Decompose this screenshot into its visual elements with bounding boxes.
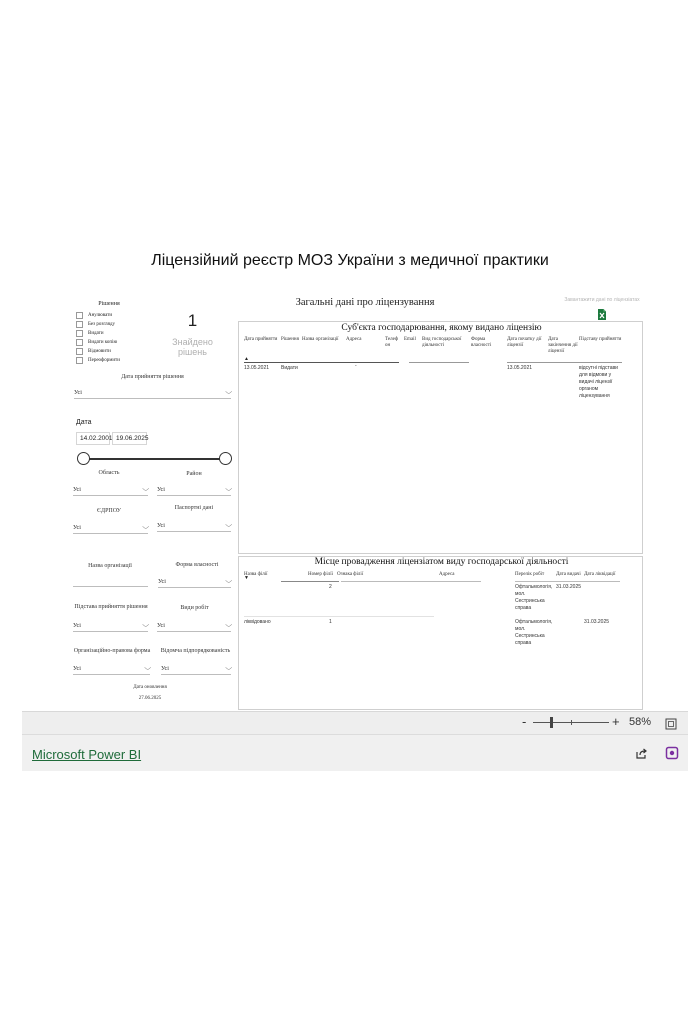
checkbox[interactable] — [76, 321, 83, 328]
date-range-label: Дата — [76, 419, 92, 426]
licensee-table-panel — [238, 321, 643, 554]
col-header-branch-number[interactable]: Номер філії — [308, 572, 334, 577]
chevron-down-icon: ⌵ — [224, 664, 232, 672]
date-slider-start-handle[interactable] — [77, 452, 90, 465]
oblast-dropdown[interactable]: Усі ⌵ — [73, 484, 148, 496]
cell-date: 13.05.2021 — [244, 365, 270, 371]
work-type-dropdown[interactable]: Усі ⌵ — [157, 620, 231, 632]
zoom-out-button[interactable]: - — [522, 714, 527, 729]
share-icon[interactable] — [635, 747, 648, 765]
col-header-branch-name[interactable]: Назва філії — [244, 572, 268, 577]
header-underline — [341, 581, 481, 582]
ownership-dropdown[interactable]: Усі ⌵ — [158, 576, 231, 588]
place-table-title: Місце провадження ліцензіатом виду господарської діяльності — [314, 557, 569, 567]
checkbox[interactable] — [76, 357, 83, 364]
cell-works: Офтальмологія, мол. Сестринська справа — [515, 584, 553, 611]
col-header-org-name[interactable]: Назва організації — [302, 337, 339, 342]
cell-branch-name: ліквідовано — [244, 619, 271, 625]
col-header-date[interactable]: Дата прийняття — [244, 337, 278, 342]
section-title: Загальні дані про ліцензування — [295, 297, 435, 308]
chevron-down-icon: ⌵ — [143, 664, 151, 672]
header-underline — [409, 362, 469, 363]
header-underline — [281, 581, 339, 582]
subordination-dropdown[interactable]: Усі ⌵ — [161, 663, 231, 675]
chevron-down-icon: ⌵ — [224, 485, 232, 493]
basis-label: Підстава прийняття рішення — [74, 604, 148, 610]
checkbox[interactable] — [76, 348, 83, 355]
col-header-email[interactable]: Email — [404, 337, 416, 342]
chevron-down-icon: ⌵ — [141, 621, 149, 629]
edrpou-label: ЄДРПОУ — [97, 508, 121, 514]
ownership-label: Форма власності — [175, 562, 219, 568]
decision-option-no-review[interactable]: Без розгляду — [76, 321, 115, 328]
download-data-label[interactable]: Завантажити дані по ліцензіатах — [564, 297, 640, 303]
zoom-in-button[interactable]: + — [612, 714, 620, 729]
oblast-label: Область — [98, 470, 120, 476]
decision-filter-title: Рішення — [98, 301, 120, 307]
cell-basis: відсутні підстави для відмови у видачі ліцензії органом ліцензування — [579, 365, 618, 399]
basis-dropdown[interactable]: Усі ⌵ — [73, 620, 148, 632]
col-header-decision[interactable]: Рішення — [281, 337, 299, 342]
chevron-down-icon: ⌵ — [141, 485, 149, 493]
update-date-value: 27.06.2025 — [138, 696, 162, 701]
cell-liquidation-date: 31.03.2025 — [584, 619, 610, 625]
col-header-issue-date[interactable]: Дата видачі — [556, 572, 581, 577]
checkbox[interactable] — [76, 339, 83, 346]
cell-start-date: 13.05.2021 — [507, 365, 533, 371]
date-to-input[interactable]: 19.06.2025 — [112, 432, 147, 445]
col-header-start-date[interactable]: Дата початку дії ліцензії — [507, 337, 542, 348]
date-from-input[interactable]: 14.02.2001 — [76, 432, 110, 445]
row-divider — [244, 616, 434, 617]
header-underline — [515, 581, 620, 582]
raion-label: Район — [186, 471, 202, 477]
decision-option-issue[interactable]: Видати — [76, 330, 104, 337]
licensee-table-title: Суб'єкта господарювання, якому видано ліцензію — [341, 323, 542, 333]
col-header-address[interactable]: Адреса — [346, 337, 362, 342]
col-header-branch-address[interactable]: Адреса — [439, 572, 455, 577]
cell-works: Офтальмологія, мол. Сестринська справа — [515, 619, 553, 646]
status-bar — [22, 711, 688, 734]
footer-bar — [22, 734, 688, 771]
chevron-down-icon: ⌵ — [224, 621, 232, 629]
col-header-basis[interactable]: Підставу прийняття — [579, 337, 622, 342]
place-of-activity-panel — [238, 556, 643, 710]
cell-decision: Видати — [281, 365, 298, 371]
col-header-liquidation-date[interactable]: Дата ліквідації — [584, 572, 616, 577]
org-name-input[interactable] — [73, 586, 148, 587]
passport-label: Паспортні дані — [174, 505, 214, 511]
cell-branch-no: 1 — [329, 619, 332, 625]
zoom-level: 58% — [629, 716, 652, 728]
header-underline — [507, 362, 622, 363]
org-name-label: Назва організації — [88, 563, 132, 569]
cell-branch-no: 2 — [329, 584, 332, 590]
edrpou-dropdown[interactable]: Усі ⌵ — [73, 522, 148, 534]
passport-dropdown[interactable]: Усі ⌵ — [157, 520, 231, 532]
decision-option-issue-copy[interactable]: Видати копію — [76, 339, 117, 346]
sort-asc-icon[interactable]: ▲ — [244, 357, 249, 362]
legal-form-label: Організаційно-правова форма — [73, 648, 151, 654]
chevron-down-icon: ⌵ — [224, 521, 232, 529]
col-header-branch-sign[interactable]: Ознака філії — [337, 572, 364, 577]
col-header-ownership[interactable]: Форма власності — [471, 337, 492, 348]
decision-option-refuse[interactable]: Відмовити — [76, 348, 111, 355]
checkbox[interactable] — [76, 330, 83, 337]
update-date-label: Дата оновлення — [133, 685, 167, 690]
col-header-phone[interactable]: Телеф он — [385, 337, 399, 348]
chevron-down-icon: ⌵ — [224, 388, 232, 396]
power-bi-link[interactable]: Microsoft Power BI — [32, 747, 142, 762]
report-title: Ліцензійний реєстр МОЗ України з медичної практики — [151, 252, 549, 269]
checkbox[interactable] — [76, 312, 83, 319]
work-type-label: Види робіт — [180, 605, 209, 611]
fit-to-page-icon[interactable] — [665, 717, 677, 735]
decision-option-annul[interactable]: Анулювати — [76, 312, 112, 319]
date-slider-end-handle[interactable] — [219, 452, 232, 465]
feedback-icon[interactable] — [665, 746, 679, 765]
decision-option-reissue[interactable]: Переоформити — [76, 357, 120, 364]
legal-form-dropdown[interactable]: Усі ⌵ — [73, 663, 150, 675]
sort-desc-icon[interactable]: ▼ — [244, 576, 249, 581]
kpi-value: 1 — [187, 311, 198, 330]
cell-address: - — [355, 363, 357, 369]
date-slider-track[interactable] — [83, 458, 225, 460]
cell-issue-date: 31.03.2025 — [556, 584, 582, 590]
raion-dropdown[interactable]: Усі ⌵ — [157, 484, 231, 496]
col-header-end-date[interactable]: Дата закінчення дії ліцензії — [548, 337, 578, 354]
col-header-works[interactable]: Перелік робіт — [515, 572, 545, 577]
chevron-down-icon: ⌵ — [224, 577, 232, 585]
kpi-label: Знайдено рішень — [172, 337, 213, 357]
chevron-down-icon: ⌵ — [141, 523, 149, 531]
decision-date-dropdown[interactable]: Усі ⌵ — [74, 387, 231, 399]
zoom-slider-tick — [571, 720, 572, 725]
decision-date-label: Дата прийняття рішення — [121, 374, 184, 380]
col-header-activity-type[interactable]: Вид господарської діяльності — [422, 337, 462, 348]
header-underline — [244, 362, 399, 363]
subordination-label: Відомча підпорядкованість — [160, 648, 231, 654]
filter-sidebar — [70, 298, 235, 710]
zoom-slider-thumb[interactable] — [550, 717, 553, 728]
